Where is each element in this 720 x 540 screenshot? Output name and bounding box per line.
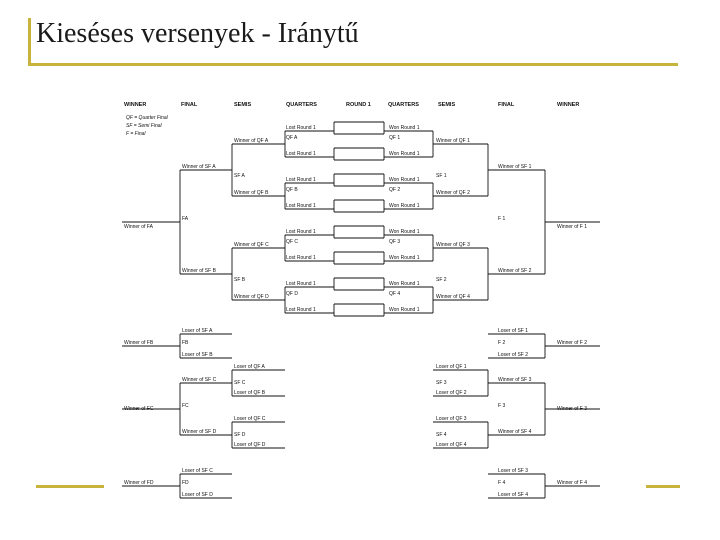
right-sf-code-0: SF 1 (436, 173, 447, 179)
right-sf-code-1: SF 2 (436, 277, 447, 283)
header-4: ROUND 1 (346, 102, 371, 108)
left-consol-sf-code-0: SF C (234, 380, 246, 386)
left-semi-label-3: Winner of QF D (234, 294, 269, 300)
fc-winner-label: Winner of FC (124, 406, 154, 412)
round1-lost-label-1: Lost Round 1 (286, 151, 316, 157)
header-5: QUARTERS (388, 102, 419, 108)
right-semi-label-0: Winner of QF 1 (436, 138, 470, 144)
round1-won-label-2: Won Round 1 (389, 177, 420, 183)
round1-lost-label-6: Lost Round 1 (286, 281, 316, 287)
round1-lost-label-7: Lost Round 1 (286, 307, 316, 313)
round1-won-label-6: Won Round 1 (389, 281, 420, 287)
left-qf-code-2: QF C (286, 239, 298, 245)
left-qf-code-1: QF B (286, 187, 298, 193)
left-qf-code-3: QF D (286, 291, 298, 297)
fb-code: FB (182, 340, 189, 346)
left-semi-label-1: Winner of QF B (234, 190, 269, 196)
round1-won-label-5: Won Round 1 (389, 255, 420, 261)
round1-won-label-4: Won Round 1 (389, 229, 420, 235)
right-semi-label-2: Winner of QF 3 (436, 242, 470, 248)
round1-lost-label-3: Lost Round 1 (286, 203, 316, 209)
right-qf-code-0: QF 1 (389, 135, 401, 141)
legend-2: F = Final (126, 131, 146, 137)
left-semi-label-2: Winner of QF C (234, 242, 269, 248)
left-sf-code-1: SF B (234, 277, 246, 283)
left-consol-qf-label-3: Loser of QF D (234, 442, 266, 448)
left-final-label-0: Winner of SF A (182, 164, 216, 170)
left-consol-sf-code-1: SF D (234, 432, 246, 438)
left-qf-code-0: QF A (286, 135, 298, 141)
f4-winner-label: Winner of F 4 (557, 480, 588, 486)
round1-won-label-1: Won Round 1 (389, 151, 420, 157)
round1-lost-label-0: Lost Round 1 (286, 125, 316, 131)
fd-top-label: Loser of SF C (182, 468, 213, 474)
right-semi-label-1: Winner of QF 2 (436, 190, 470, 196)
f2-code: F 2 (498, 340, 506, 346)
right-consol-semi-label-1: Winner of SF 4 (498, 429, 532, 435)
round1-won-label-3: Won Round 1 (389, 203, 420, 209)
left-final-label-1: Winner of SF B (182, 268, 216, 274)
header-7: FINAL (498, 102, 515, 108)
f3-winner-label: Winner of F 3 (557, 406, 588, 412)
left-consol-qf-label-1: Loser of QF B (234, 390, 266, 396)
right-final-code: F 1 (498, 216, 506, 222)
fb-bottom-label: Loser of SF B (182, 352, 213, 358)
right-consol-sf-code-0: SF 3 (436, 380, 447, 386)
page-title: Kieséses versenyek - Iránytű (36, 18, 359, 49)
f2-bottom-label: Loser of SF 2 (498, 352, 529, 358)
header-8: WINNER (557, 102, 580, 108)
fd-winner-label: Winner of FD (124, 480, 154, 486)
left-winner-label: Winner of FA (124, 224, 153, 230)
left-sf-code-0: SF A (234, 173, 245, 179)
header-2: SEMIS (234, 102, 252, 108)
right-consol-qf-label-3: Loser of QF 4 (436, 442, 467, 448)
right-final-label-1: Winner of SF 2 (498, 268, 532, 274)
fb-winner-label: Winner of FB (124, 340, 154, 346)
right-winner-label: Winner of F 1 (557, 224, 588, 230)
legend-1: SF = Semi Final (126, 123, 162, 129)
header-0: WINNER (124, 102, 147, 108)
right-final-label-0: Winner of SF 1 (498, 164, 532, 170)
f4-bottom-label: Loser of SF 4 (498, 492, 529, 498)
f3-code: F 3 (498, 403, 506, 409)
header-6: SEMIS (438, 102, 456, 108)
header-1: FINAL (181, 102, 198, 108)
right-semi-label-3: Winner of QF 4 (436, 294, 470, 300)
left-consol-qf-label-2: Loser of QF C (234, 416, 266, 422)
header-3: QUARTERS (286, 102, 317, 108)
f4-top-label: Loser of SF 3 (498, 468, 529, 474)
round1-lost-label-4: Lost Round 1 (286, 229, 316, 235)
fd-bottom-label: Loser of SF D (182, 492, 213, 498)
fd-code: FD (182, 480, 189, 486)
left-consol-qf-label-0: Loser of QF A (234, 364, 265, 370)
left-consol-semi-label-0: Winner of SF C (182, 377, 217, 383)
fc-code: FC (182, 403, 189, 409)
right-consol-qf-label-1: Loser of QF 2 (436, 390, 467, 396)
right-consol-qf-label-0: Loser of QF 1 (436, 364, 467, 370)
left-final-code: FA (182, 216, 189, 222)
right-consol-semi-label-0: Winner of SF 3 (498, 377, 532, 383)
left-consol-semi-label-1: Winner of SF D (182, 429, 217, 435)
f2-winner-label: Winner of F 2 (557, 340, 588, 346)
right-consol-sf-code-1: SF 4 (436, 432, 447, 438)
right-qf-code-2: QF 3 (389, 239, 401, 245)
round1-won-label-7: Won Round 1 (389, 307, 420, 313)
fb-top-label: Loser of SF A (182, 328, 213, 334)
left-semi-label-0: Winner of QF A (234, 138, 269, 144)
right-qf-code-1: QF 2 (389, 187, 401, 193)
round1-lost-label-2: Lost Round 1 (286, 177, 316, 183)
right-consol-qf-label-2: Loser of QF 3 (436, 416, 467, 422)
right-qf-code-3: QF 4 (389, 291, 401, 297)
f4-code: F 4 (498, 480, 506, 486)
round1-won-label-0: Won Round 1 (389, 125, 420, 131)
f2-top-label: Loser of SF 1 (498, 328, 529, 334)
legend-0: QF = Quarter Final (126, 115, 168, 121)
round1-lost-label-5: Lost Round 1 (286, 255, 316, 261)
